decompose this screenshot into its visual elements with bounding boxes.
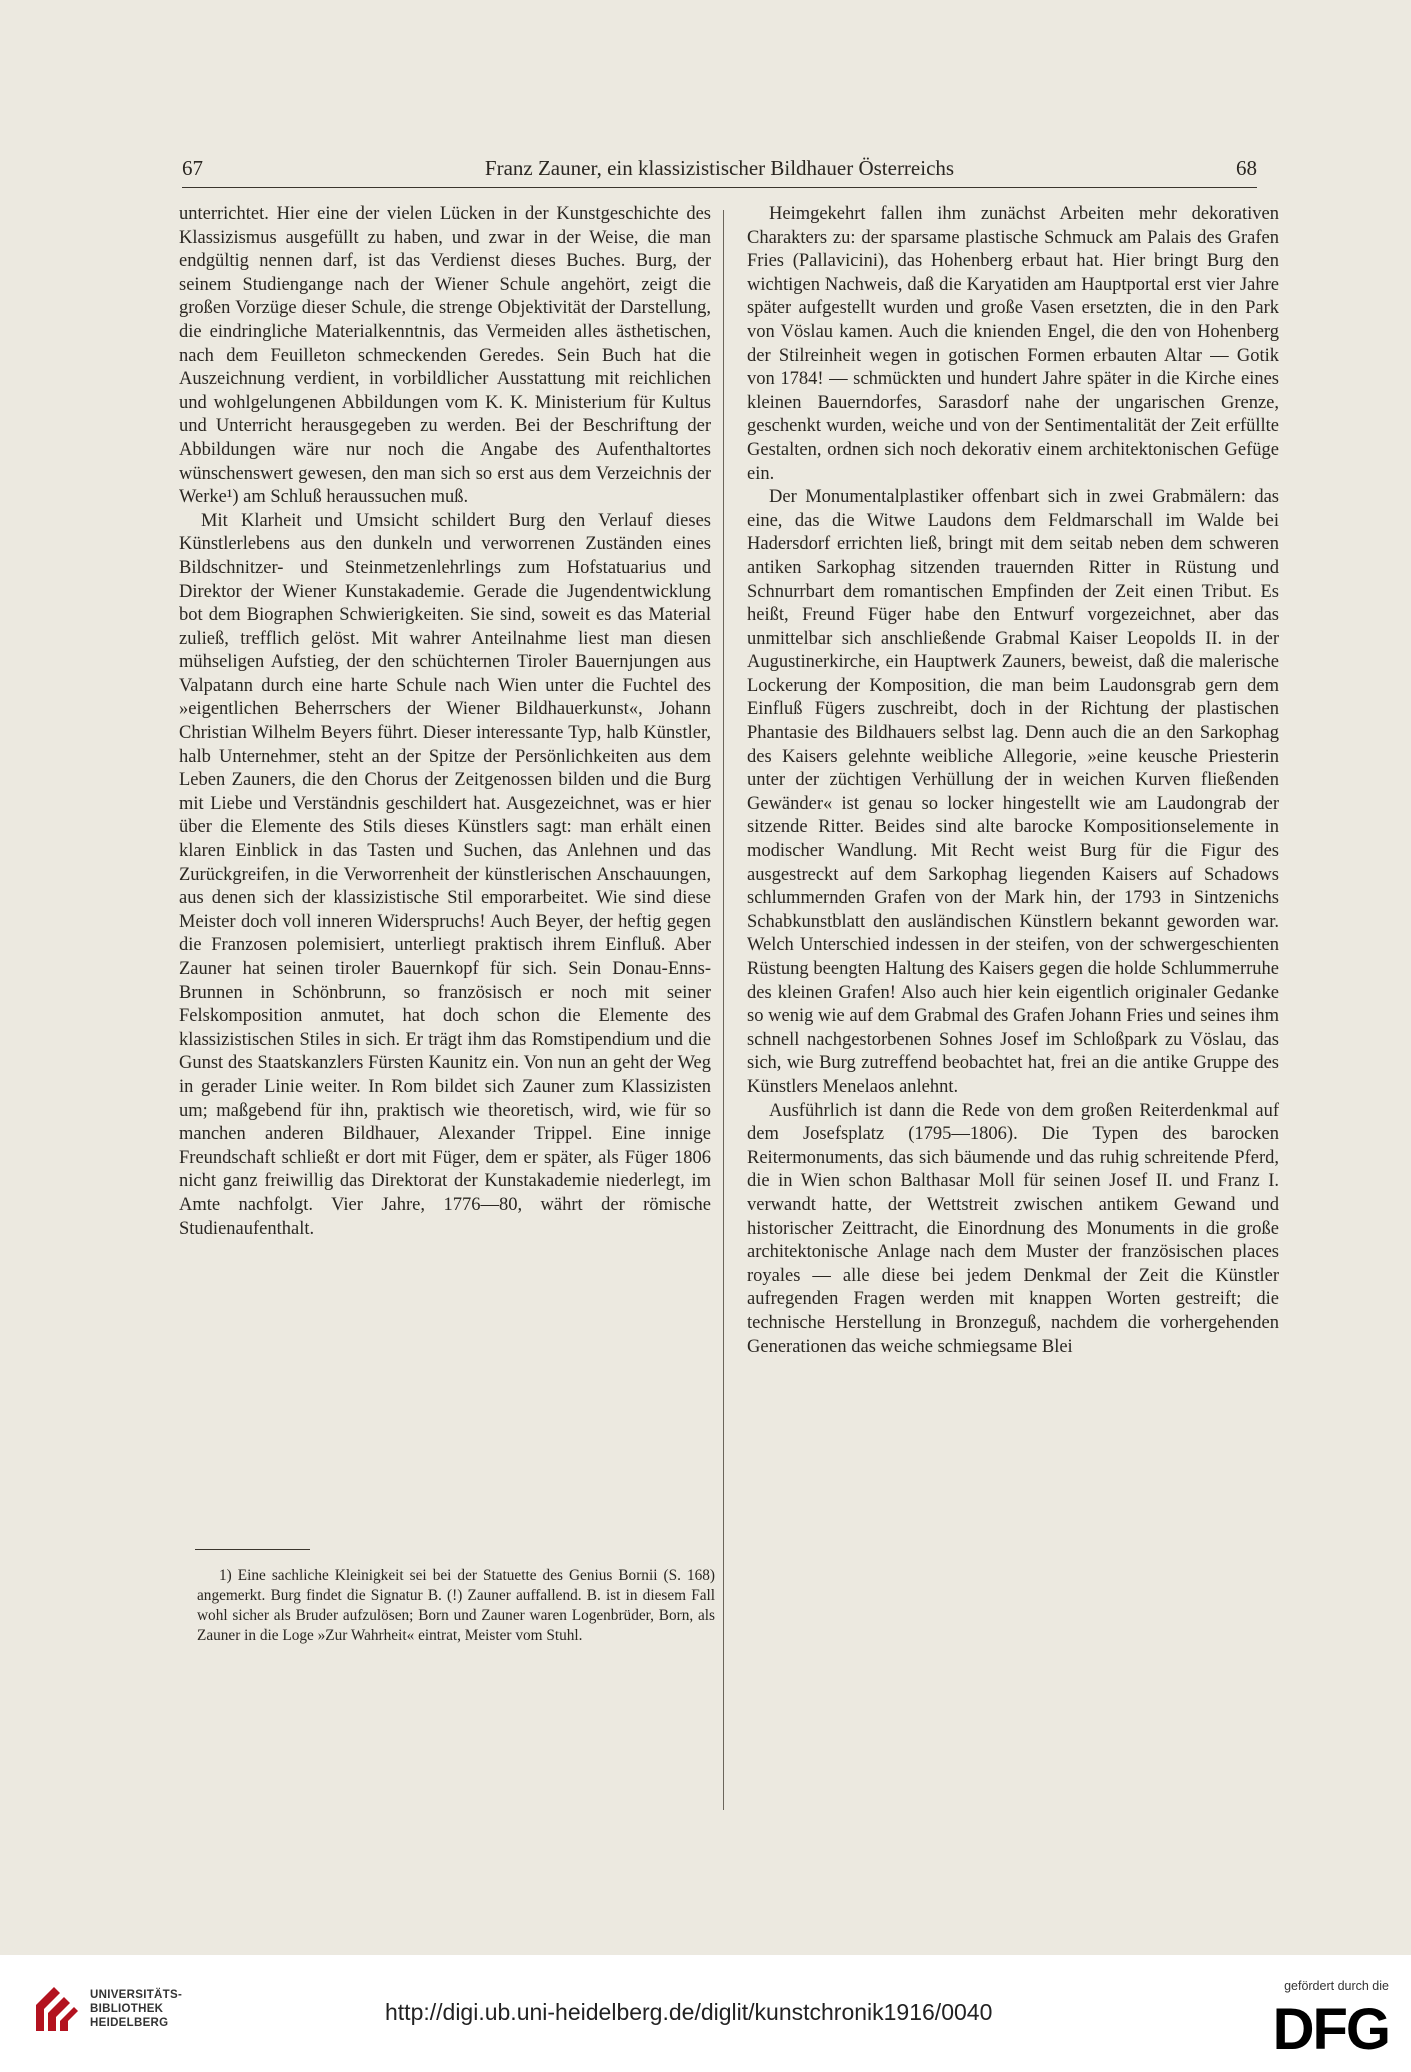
dfg-logo[interactable]: DFG bbox=[1272, 1997, 1389, 2062]
page-number-left: 67 bbox=[182, 156, 203, 180]
library-name-line: BIBLIOTHEK bbox=[90, 2003, 164, 2015]
library-name-line: HEIDELBERG bbox=[90, 2017, 169, 2029]
paragraph: Ausführlich ist dann die Rede von dem großen Reiterdenkmal auf dem Josefsplatz (1795—1806). Die Typen des barocken Reitermonuments, das sich bäumende und das ruhig schreitende Pferd, die in Wien schon Balthasar Moll für seinen Josef II. und Franz I. verwandt hatte, der Wettstreit zwischen antikem Gewand und historischer Zeittracht, die Einordnung des Monuments in die große architektonische Anlage nach dem Muster der französischen places royales — alle diese bei jedem Denkmal der Zeit die Künstler aufregenden Fragen werden mit knappen Worten gestreift; die technische Herstellung in Bronzeguß, nachdem die vorhergehenden Generationen das weiche schmiegsame Blei bbox=[747, 1100, 1279, 1357]
header-rule bbox=[182, 187, 1257, 188]
column-divider bbox=[723, 210, 724, 1810]
paragraph: Heimgekehrt fallen ihm zunächst Arbeiten mehr dekorativen Charakters zu: der sparsame plastische Schmuck am Palais des Grafen Fries (Pallavicini), das Hohenberg erbaut hat. Hier bringt Burg den wichtigen Nachweis, daß die Karyatiden am Hauptportal erst vier Jahre später aufgestellt wurden und große Vasen ersetzten, die in den Park von Vöslau kamen. Auch die knienden Engel, die den von Hohenberg der Stilreinheit wegen in gotischen Formen erbauten Altar — Gotik von 1784! — schmückten und hundert Jahre später in die Kirche eines kleinen Bauerndorfes, Sarasdorf nahe der ungarischen Grenze, geschenkt wurden, weiche und von der Sentimentalität der Zeit erfüllte Gestalten, ordnen sich noch dekorativ einem architektonischen Gefüge ein. bbox=[747, 204, 1279, 484]
footnote-text: 1) Eine sachliche Kleinigkeit sei bei der Statuette des Genius Bornii (S. 168) angemerkt. Burg findet die Signatur B. (!) Zauner auffallend. B. ist in diesem Fall wohl sicher als Bruder aufzulösen; Born und Zauner waren Logenbrüder, Born, als Zauner in die Loge »Zur Wahrheit« eintrat, Meister vom Stuhl. bbox=[197, 1567, 715, 1644]
university-library-logo-icon[interactable] bbox=[30, 1981, 82, 2037]
footer-bar bbox=[0, 1955, 1411, 2072]
running-header bbox=[182, 150, 1257, 186]
right-column bbox=[747, 203, 1279, 1359]
funding-label: gefördert durch die bbox=[1284, 1979, 1389, 1993]
paragraph: Der Monumentalplastiker offenbart sich in zwei Grabmälern: das eine, das die Witwe Laudons dem Feldmarschall im Walde bei Hadersdorf errichten ließ, bringt mit dem seitab neben dem schweren antiken Sarkophag sitzenden trauernden Ritter in Rüstung und Schnurrbart dem romantischen Empfinden der Zeit einen Tribut. Es heißt, Freund Füger habe den Entwurf vorgezeichnet, aber das unmittelbar sich anschließende Grabmal Kaiser Leopolds II. in der Augustinerkirche, ein Hauptwerk Zauners, beweist, daß die malerische Lockerung der Komposition, die man beim Laudonsgrab gern dem Einfluß Fügers zuschreibt, doch in der Richtung der plastischen Phantasie des Bildhauers selbst lag. Denn auch die an den Sarkophag des Kaisers gelehnte weibliche Allegorie, »eine keusche Priesterin unter der züchtigen Verhüllung der in weichen Kurven fließenden Gewänder« ist genau so locker hingestellt wie am Laudongrab der sitzende Ritter. Beides sind alte barocke Kompositionselemente in modischer Wandlung. Mit Recht weist Burg für die Figur des ausgestreckt auf dem Sarkophag liegenden Kaisers auf Schadows schlummernden Grafen von der Mark hin, der 1793 in Sintzenichs Schabkunstblatt den ausländischen Künstlern bekannt geworden war. Welch Unterschied indessen in der steifen, von der schwergeschienten Rüstung beengten Haltung des Kaisers gegen die holde Schlummerruhe des kleinen Grafen! Also auch hier kein eigentlich originaler Gedanke so wenig wie auf dem Grabmal des Grafen Johann Fries und seines ihm schnell nachgestorbenen Sohnes Josef im Schloßpark zu Vöslau, das sich, wie Burg zutreffend beobachtet hat, frei an die antike Gruppe des Künstlers Menelaos anlehnt. bbox=[747, 487, 1279, 1097]
paragraph: Mit Klarheit und Umsicht schildert Burg den Verlauf dieses Künstlerlebens aus den dunkeln und verworrenen Zuständen eines Bildschnitzer- und Steinmetzenlehrlings zum Hofstatuarius und Direktor der Wiener Kunstakademie. Gerade die Jugendentwicklung bot dem Biographen Schwierigkeiten. Sie sind, soweit es das Material zuließ, trefflich gelöst. Mit wahrer Anteilnahme liest man diesen mühseligen Aufstieg, der den schüchternen Tiroler Bauernjungen aus Valpatann durch eine harte Schule nach Wien unter die Fuchtel des »eigentlichen Beherrschers der Wiener Bildhauerkunst«, Johann Christian Wilhelm Beyers führt. Dieser interessante Typ, halb Künstler, halb Unternehmer, steht an der Spitze der Persönlichkeiten aus dem Leben Zauners, die den Chorus der Zeitgenossen bilden und die Burg mit Liebe und Verständnis geschildert hat. Ausgezeichnet, was er hier über die Elemente des Stils dieses Künstlers sagt: man erhält einen klaren Einblick in das Tasten und Suchen, das Anlehnen und das Zurückgreifen, in die Verworrenheit der künstlerischen Anschauungen, aus denen sich der klassizistische Stil emporarbeitet. Wie sind diese Meister doch voll inneren Widerspruchs! Auch Beyer, der heftig gegen die Franzosen polemisiert, unterliegt praktisch ihrem Einfluß. Aber Zauner hat seinen tiroler Bauernkopf für sich. Sein Donau-Enns-Brunnen in Schönbrunn, so französisch er noch mit seiner Felskomposition anmutet, hat doch schon die Elemente des klassizistischen Stiles in sich. Er trägt ihm das Romstipendium und die Gunst des Staatskanzlers Fürsten Kaunitz ein. Von nun an geht der Weg in gerader Linie weiter. In Rom bildet sich Zauner zum Klassizisten um; maßgebend für ihn, praktisch wie theoretisch, wird, wie für so manchen anderen Bildhauer, Alexander Trippel. Eine innige Freundschaft schließt er dort mit Füger, dem er später, als Füger 1806 nicht ganz freiwillig das Direktorat der Kunstakademie niederlegt, im Amte nachfolgt. Vier Jahre, 1776—80, währt der römische Studienaufenthalt. bbox=[179, 510, 711, 1239]
page-number-right: 68 bbox=[1236, 156, 1257, 180]
footnote-rule bbox=[195, 1549, 310, 1550]
running-title: Franz Zauner, ein klassizistischer Bildhauer Österreichs bbox=[484, 156, 955, 180]
library-name bbox=[90, 1988, 182, 2030]
left-column bbox=[179, 203, 711, 1241]
library-name-line: UNIVERSITÄTS- bbox=[90, 1989, 183, 2001]
footnote bbox=[197, 1566, 715, 1646]
paragraph: unterrichtet. Hier eine der vielen Lücken in der Kunstgeschichte des Klassizismus ausgefüllt zu haben, und zwar in der Weise, die man endgültig nennen darf, ist das Verdienst dieses Buches. Burg, der seinem Studiengange nach der Wiener Schule angehört, zeigt die großen Vorzüge dieser Schule, die strenge Objektivität der Darstellung, die eindringliche Materialkenntnis, das Vermeiden alles ästhetischen, nach dem Feuilleton schmeckenden Geredes. Sein Buch hat die Auszeichnung verdient, in vorbildlicher Ausstattung mit reichlichen und wohlgelungenen Abbildungen vom K. K. Ministerium für Kultus und Unterricht herausgegeben zu werden. Bei der Beschriftung der Abbildungen wäre nur noch die Angabe des Aufenthaltortes wünschenswert gewesen, den man sich so erst aus dem Verzeichnis der Werke¹) am Schluß heraussuchen muß. bbox=[179, 204, 711, 508]
permalink-url[interactable]: http://digi.ub.uni-heidelberg.de/diglit/kunstchronik1916/0040 bbox=[385, 1999, 993, 2025]
